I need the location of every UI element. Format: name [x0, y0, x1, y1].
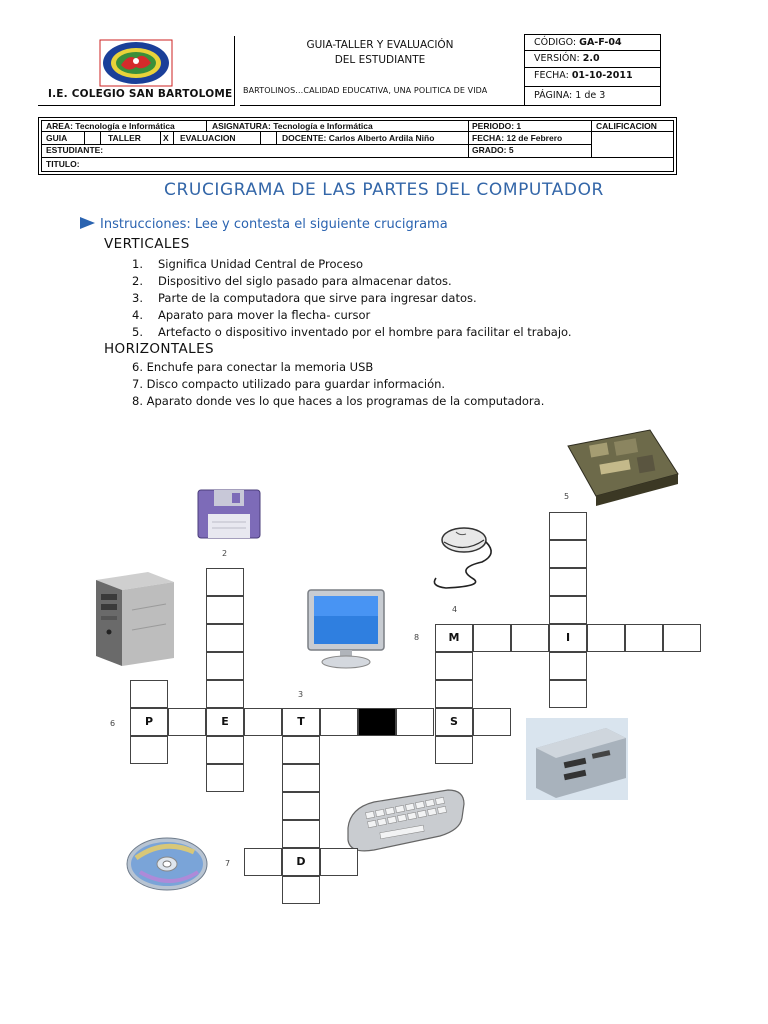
- title-label: TITULO:: [46, 159, 80, 169]
- crossword-cell[interactable]: [320, 708, 358, 736]
- teacher-label: DOCENTE: Carlos Alberto Ardila Niño: [282, 133, 435, 143]
- clue-vertical-5: [132, 325, 572, 342]
- clue-horizontal-6: 6. Enchufe para conectar la memoria USB: [132, 360, 374, 374]
- cd-disc-icon: [124, 836, 210, 892]
- crossword-cell[interactable]: [320, 848, 358, 876]
- crossword-cell[interactable]: [244, 848, 282, 876]
- crossword-cell[interactable]: [549, 680, 587, 708]
- page-title: CRUCIGRAMA DE LAS PARTES DEL COMPUTADOR: [164, 180, 604, 200]
- school-logo-icon: [99, 39, 173, 87]
- crossword-cell[interactable]: [511, 624, 549, 652]
- crossword-cell[interactable]: [473, 624, 511, 652]
- motherboard-icon: [560, 426, 686, 506]
- clue-vertical-2: [132, 274, 572, 291]
- code-field: [534, 37, 622, 48]
- crossword-cell[interactable]: [549, 568, 587, 596]
- clue-number: 4.: [132, 308, 143, 322]
- crossword-cell[interactable]: [206, 596, 244, 624]
- crossword-cell[interactable]: [435, 736, 473, 764]
- date-field: [534, 70, 633, 81]
- page-label: PÁGINA:: [534, 90, 573, 101]
- crossword-blocked-cell: [358, 708, 396, 736]
- code-label: CÓDIGO:: [534, 37, 577, 48]
- clue-horizontal-8: 8. Aparato donde ves lo que haces a los programas de la computadora.: [132, 394, 545, 408]
- crossword-cell[interactable]: P: [130, 708, 168, 736]
- crossword-cell[interactable]: T: [282, 708, 320, 736]
- crossword-cell[interactable]: [587, 624, 625, 652]
- clue-number-6: 6: [110, 719, 116, 728]
- computer-tower-icon: [92, 570, 178, 668]
- clue-number: 3.: [132, 291, 143, 305]
- grade-score-label: CALIFICACION: [596, 121, 657, 131]
- type-taller-mark: X: [163, 133, 169, 143]
- horizontales-list: [132, 360, 544, 411]
- crossword-cell[interactable]: [549, 652, 587, 680]
- crossword-cell[interactable]: [206, 652, 244, 680]
- school-motto: BARTOLINOS…CALIDAD EDUCATIVA, UNA POLITICA DE VIDA: [243, 86, 488, 95]
- mouse-icon: [426, 520, 500, 592]
- crossword-cell[interactable]: [282, 764, 320, 792]
- clue-text: Significa Unidad Central de Proceso: [158, 257, 363, 271]
- crossword-cell[interactable]: [168, 708, 206, 736]
- period-label: PERIODO: 1: [472, 121, 522, 131]
- crossword-cell[interactable]: [206, 624, 244, 652]
- crossword-cell[interactable]: D: [282, 848, 320, 876]
- clue-horizontal-7: 7. Disco compacto utilizado para guardar información.: [132, 377, 446, 391]
- clue-text: Aparato para mover la flecha- cursor: [158, 308, 371, 322]
- crossword-cell[interactable]: E: [206, 708, 244, 736]
- instructions-text: Instrucciones: Lee y contesta el siguiente crucigrama: [100, 217, 448, 232]
- version-field: [534, 53, 600, 64]
- crossword-cell[interactable]: [549, 596, 587, 624]
- crossword-cell[interactable]: S: [435, 708, 473, 736]
- guide-title-line2: DEL ESTUDIANTE: [334, 54, 426, 66]
- verticales-heading: VERTICALES: [104, 236, 190, 252]
- crossword-cell[interactable]: [130, 736, 168, 764]
- crossword-cell[interactable]: [473, 708, 511, 736]
- crossword-cell[interactable]: I: [549, 624, 587, 652]
- crossword-cell[interactable]: [130, 680, 168, 708]
- type-guia-label: GUIA: [46, 133, 68, 143]
- verticales-list: [132, 257, 572, 342]
- clue-text: Artefacto o dispositivo inventado por el hombre para facilitar el trabajo.: [158, 325, 572, 339]
- guide-title: [260, 38, 500, 68]
- student-label: ESTUDIANTE:: [46, 145, 104, 155]
- keyboard-icon: [344, 784, 468, 856]
- school-name: I.E. COLEGIO SAN BARTOLOME: [48, 88, 233, 100]
- crossword-cell[interactable]: [282, 792, 320, 820]
- clue-number-2: 2: [222, 549, 228, 558]
- date-value: 01-10-2011: [571, 70, 633, 81]
- clue-number-7: 7: [225, 859, 231, 868]
- laptop-port-icon: [526, 718, 628, 800]
- crossword-cell[interactable]: [206, 568, 244, 596]
- school-grade-label: GRADO: 5: [472, 145, 514, 155]
- clue-number-4: 4: [452, 605, 458, 614]
- crossword-cell[interactable]: [206, 736, 244, 764]
- crossword-cell[interactable]: M: [435, 624, 473, 652]
- clue-number-5: 5: [564, 492, 570, 501]
- date-label: FECHA:: [534, 70, 569, 81]
- clue-number-8: 8: [414, 633, 420, 642]
- crossword-cell[interactable]: [206, 764, 244, 792]
- crossword-cell[interactable]: [396, 708, 434, 736]
- clue-number: 2.: [132, 274, 143, 288]
- crossword-cell[interactable]: [435, 680, 473, 708]
- type-taller-label: TALLER: [108, 133, 141, 143]
- clue-number: 1.: [132, 257, 143, 271]
- crossword-cell[interactable]: [244, 708, 282, 736]
- subject-label: ASIGNATURA: Tecnología e Informática: [212, 121, 373, 131]
- floppy-disk-icon: [196, 488, 266, 540]
- code-value: GA-F-04: [579, 37, 622, 48]
- info-table-inner: [41, 120, 674, 172]
- page-field: [534, 90, 605, 101]
- clue-text: Dispositivo del siglo pasado para almacenar datos.: [158, 274, 452, 288]
- clue-text: Parte de la computadora que sirve para ingresar datos.: [158, 291, 477, 305]
- crossword-cell[interactable]: [282, 820, 320, 848]
- crossword-cell[interactable]: [282, 736, 320, 764]
- crossword-cell[interactable]: [549, 512, 587, 540]
- page-value: 1 de 3: [575, 90, 606, 101]
- guide-title-line1: GUIA-TALLER Y EVALUACIÓN: [306, 39, 454, 51]
- arrow-bullet-icon: [80, 217, 95, 229]
- instructions: [80, 217, 448, 232]
- date-info-label: FECHA: 12 de Febrero: [472, 133, 563, 143]
- crossword-cell[interactable]: [206, 680, 244, 708]
- clue-vertical-3: [132, 291, 572, 308]
- crossword-cell[interactable]: [435, 652, 473, 680]
- type-evaluacion-label: EVALUACION: [180, 133, 236, 143]
- crossword-cell[interactable]: [663, 624, 701, 652]
- version-label: VERSIÓN:: [534, 53, 580, 64]
- crossword-cell[interactable]: [625, 624, 663, 652]
- horizontales-heading: HORIZONTALES: [104, 341, 214, 357]
- version-value: 2.0: [582, 53, 600, 64]
- clue-vertical-4: [132, 308, 572, 325]
- clue-number-3: 3: [298, 690, 304, 699]
- clue-number: 5.: [132, 325, 143, 339]
- info-table: [38, 117, 677, 175]
- area-label: AREA: Tecnología e Informática: [46, 121, 175, 131]
- monitor-icon: [304, 586, 388, 672]
- crossword-cell[interactable]: [549, 540, 587, 568]
- crossword-cell[interactable]: [282, 876, 320, 904]
- clue-vertical-1: [132, 257, 572, 274]
